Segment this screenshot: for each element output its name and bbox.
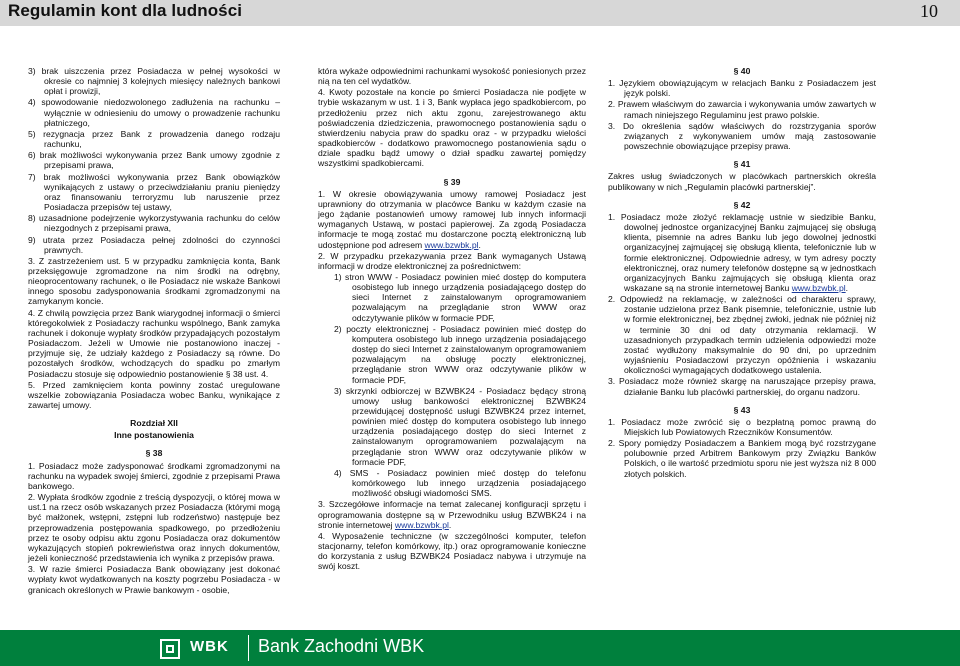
- paragraph: 2. Spory pomiędzy Posiadaczem a Bankiem mogą być rozstrzygane polubownie przed Arbitrem Bankowym przy Związku Banków Polskich, o ile wartość przedmiotu sporu nie jest wyższa niż 8 000 złotych polskich.: [608, 438, 876, 479]
- paragraph: 1. Posiadacz może zwrócić się o bezpłatną pomoc prawną do Miejskich lub Powiatowych Rzeczników Konsumentów.: [608, 416, 876, 437]
- section-number: § 39: [443, 176, 461, 187]
- list-item: 1) stron WWW - Posiadacz powinien mieć dostęp do komputera osobistego lub innego urządzenia posiadającego dostęp do sieci Internet z zainstalowanym oprogramowaniem pozwalającym na przeglądanie stron WWW oraz odczytywanie plików w formacie PDF,: [334, 271, 586, 323]
- paragraph: 5) rezygnacja przez Bank z prowadzenia danego rodzaju rachunku,: [28, 128, 280, 150]
- section-number: § 41: [733, 159, 751, 170]
- paragraph: 2. Odpowiedź na reklamację, w zależności od charakteru sprawy, zostanie udzielona przez Bank pisemnie, telefonicznie, ustnie lub w formie elektronicznej, bez zbędnej zwłoki, jednak nie później niż w terminie 30 dni od daty otrzymania reklamacji. W uzasadnionych przypadkach termin udzielenia odpowiedzi może zostać wydłużony maksymalnie do 90 dni, po uprzednim wyjaśnieniu Posiadaczowi przyczyn opóźnienia i wskazaniu okoliczności wymagających dodatkowego ustalenia.: [608, 294, 876, 376]
- paragraph: 1. Posiadacz może złożyć reklamację ustnie w siedzibie Banku, dowolnej jednostce organizacyjnej Banku zajmującej się obsługą klienta, pisemnie na adres Banku lub jego dowolnej jednostki organizacyjnej zajmującej się obsługą klienta, telefonicznie lub w formie elektronicznej. Odpowiednie adresy, w tym adresy poczty elektronicznej, oraz numery telefonów dostępne są w jednostkach organizacyjnych Banku zajmujących się obsługą klienta oraz wskazane są na stronie internetowej Banku www.bzwbk.pl.: [608, 211, 876, 293]
- paragraph: 1. W okresie obowiązywania umowy ramowej Posiadacz jest uprawniony do otrzymania w placówce Banku w każdym czasie na jego żądanie postanowień umowy ramowej lub innych informacji wymaganych Ustawą, w postaci papierowej. Za zgodą Posiadacza informacje te mogą zostać mu dostarczone pocztą elektroniczną lub udostępnione pod adresem www.bzwbk.pl.: [318, 188, 586, 250]
- paragraph: 1. Posiadacz może zadysponować środkami zgromadzonymi na rachunku na wypadek swojej śmierci, zgodnie z przepisami Prawa bankowego.: [28, 460, 280, 491]
- paragraph: Zakres usług świadczonych w placówkach partnerskich określa publikowany w nich „Regulamin placówki partnerskiej”.: [608, 171, 876, 192]
- bzwbk-link[interactable]: www.bzwbk.pl: [394, 519, 449, 530]
- section-number: § 43: [733, 404, 751, 415]
- paragraph: 9) utrata przez Posiadacza pełnej zdolności do czynności prawnych.: [28, 234, 280, 255]
- bzwbk-link[interactable]: www.bzwbk.pl: [791, 282, 846, 293]
- column-2: [318, 66, 586, 573]
- paragraph: 3. Posiadacz może również skargę na naruszające przepisy prawa, działanie Banku lub placówki partnerskiej, do organu nadzoru.: [608, 376, 876, 397]
- footer-divider: [248, 635, 249, 661]
- column-3: [608, 66, 876, 480]
- paragraph: 5. Przed zamknięciem konta powinny zostać uregulowane wszelkie zobowiązania Posiadacza wobec Banku, wynikające z zawartej umowy.: [28, 379, 280, 410]
- paragraph: 7) brak możliwości wykonywania przez Bank obowiązków wynikających z ustawy o przeciwdziałaniu praniu pieniędzy oraz finansowaniu terroryzmu lub naruszenie przez Posiadacza przepisów tej ustawy,: [28, 171, 280, 213]
- paragraph: 3. W razie śmierci Posiadacza Bank obowiązany jest dokonać wypłaty kwot wydatkowanych na koszty pogrzebu Posiadacza - w granicach określonych w Prawie bankowym - osobie,: [28, 564, 280, 595]
- section-number: § 38: [145, 448, 163, 459]
- bzwbk-link[interactable]: www.bzwbk.pl: [424, 239, 479, 250]
- paragraph: 3) brak uiszczenia przez Posiadacza w pełnej wysokości w okresie co najmniej 3 kolejnych miesięcy należnych bankowi opłat i prowizji,: [28, 66, 280, 97]
- paragraph: 4. Wyposażenie techniczne (w szczególności komputer, telefon stacjonarny, telefon komórkowy, itp.) oraz oprogramowanie konieczne do korzystania z usług BZWBK24 Posiadacz nabywa i utrzymuje na swój koszt.: [318, 530, 586, 572]
- chapter-subtitle: Inne postanowienia: [114, 430, 194, 441]
- list-item: 4) SMS - Posiadacz powinien mieć dostęp do telefonu komórkowego lub innego urządzenia posiadającego możliwość obsługi wiadomości SMS.: [334, 467, 586, 499]
- paragraph: 4) spowodowanie niedozwolonego zadłużenia na rachunku – wyłącznie w odniesieniu do umowy o prowadzenie rachunku płatniczego,: [28, 97, 280, 128]
- wbk-wordmark: WBK: [190, 638, 229, 655]
- paragraph: 6) brak możliwości wykonywania przez Bank umowy zgodnie z przepisami prawa,: [28, 150, 280, 171]
- section-number: § 42: [733, 199, 751, 210]
- bank-logo-icon: [160, 639, 180, 659]
- paragraph: 4. Z chwilą powzięcia przez Bank wiarygodnej informacji o śmierci któregokolwiek z Posiadaczy rachunku wspólnego, Bank zamyka rachunek i dokonuje wypłaty środków przypadających pozostałym Posiadaczom. Jeżeli w Umowie nie postanowiono inaczej - przyjmuje się, że udziały każdego z Posiadaczy są równe. Do pozostałych środków, wchodzących do spadku po zmarłym Posiadaczu stosuje się odpowiednio postanowienie § 38 ust. 4.: [28, 307, 280, 379]
- section-number: § 40: [733, 66, 751, 76]
- paragraph: 2. Prawem właściwym do zawarcia i wykonywania umów zawartych w ramach niniejszego Regulaminu jest prawo polskie.: [608, 99, 876, 120]
- page-header: [0, 0, 960, 26]
- document-title: Regulamin kont dla ludności: [8, 1, 243, 20]
- paragraph: 3. Z zastrzeżeniem ust. 5 w przypadku zamknięcia konta, Bank przeksięgowuje zgromadzone na nim środki na odrębny, nieoprocentowany rachunek, o ile Posiadacz nie wskaże Bankowi innego sposobu zadysponowania środkami zgromadzonymi na zamykanym koncie.: [28, 255, 280, 307]
- paragraph: 4. Kwoty pozostałe na koncie po śmierci Posiadacza nie podjęte w trybie wskazanym w ust. 1 i 3, Bank wypłaca jego spadkobiercom, po przedłożeniu przez nich aktu zgonu, zarejestrowanego aktu poświadczenia dziedziczenia, prawomocnego postanowienia sądu o stwierdzeniu nabycia praw do spadku oraz - w przypadku wielości spadkobierców - dodatkowo prawomocnego postanowienia sądu o dziale spadku bądź umowy o dział spadku zawartej pomiędzy wszystkimi spadkobiercami.: [318, 87, 586, 169]
- page-footer: [0, 630, 960, 666]
- paragraph: 3. Szczegółowe informacje na temat zalecanej konfiguracji sprzętu i oprogramowania dostępne są w Przewodniku usług BZWBK24 i na stronie internetowej www.bzwbk.pl.: [318, 499, 586, 530]
- column-1: [28, 66, 280, 596]
- list-item: 2) poczty elektronicznej - Posiadacz powinien mieć dostęp do komputera osobistego lub innego urządzenia posiadającego dostęp do sieci Internet z zainstalowanym oprogramowaniem pozwalającym na obsługę poczty elektronicznej, przeglądanie stron WWW oraz odczytywanie plików w formacie PDF,: [334, 323, 586, 385]
- paragraph: 3. Do określenia sądów właściwych do rozstrzygania sporów związanych z wykonywaniem umów mają zastosowanie powszechnie obowiązujące przepisy prawa.: [608, 120, 876, 152]
- paragraph: 8) uzasadnione podejrzenie wykorzystywania rachunku do celów niezgodnych z przepisami prawa,: [28, 213, 280, 234]
- paragraph: 2. Wypłata środków zgodnie z treścią dyspozycji, o której mowa w ust.1 na rzecz osób wskazanych przez Posiadacza (którymi mogą być małżonek, wstępni, zstępni lub rodzeństwo) następuje bez przeprowadzenia postępowania spadkowego, po przedłożeniu przez te osoby odpisu aktu zgonu Posiadacza oraz dokumentów wykazujących stopień pokrewieństwa oraz innych dokumentów, jeżeli konieczność przedstawienia ich wynika z przepisów prawa.: [28, 492, 280, 564]
- bank-name: Bank Zachodni WBK: [258, 636, 425, 656]
- page-number: 10: [920, 1, 938, 21]
- chapter-title: Rozdział XII: [130, 418, 178, 429]
- paragraph: 1. Językiem obowiązującym w relacjach Banku z Posiadaczem jest język polski.: [608, 78, 876, 99]
- paragraph: 2. W przypadku przekazywania przez Bank wymaganych Ustawą informacji w drodze elektronicznej za pośrednictwem:: [318, 250, 586, 271]
- list-item: 3) skrzynki odbiorczej w BZWBK24 - Posiadacz będący stroną umowy usług bankowości elektronicznej BZWBK24 przewidującej dostępność usługi BZWBK24 przez internet, powinien mieć dostęp do komputera osobistego lub innego urządzenia posiadającego dostęp do sieci Internet z zainstalowanym oprogramowaniem pozwalającym na przeglądanie stron WWW oraz odczytywanie plików w formacie PDF,: [334, 385, 586, 467]
- paragraph: która wykaże odpowiednimi rachunkami wysokość poniesionych przez nią na ten cel wydatków.: [318, 66, 586, 87]
